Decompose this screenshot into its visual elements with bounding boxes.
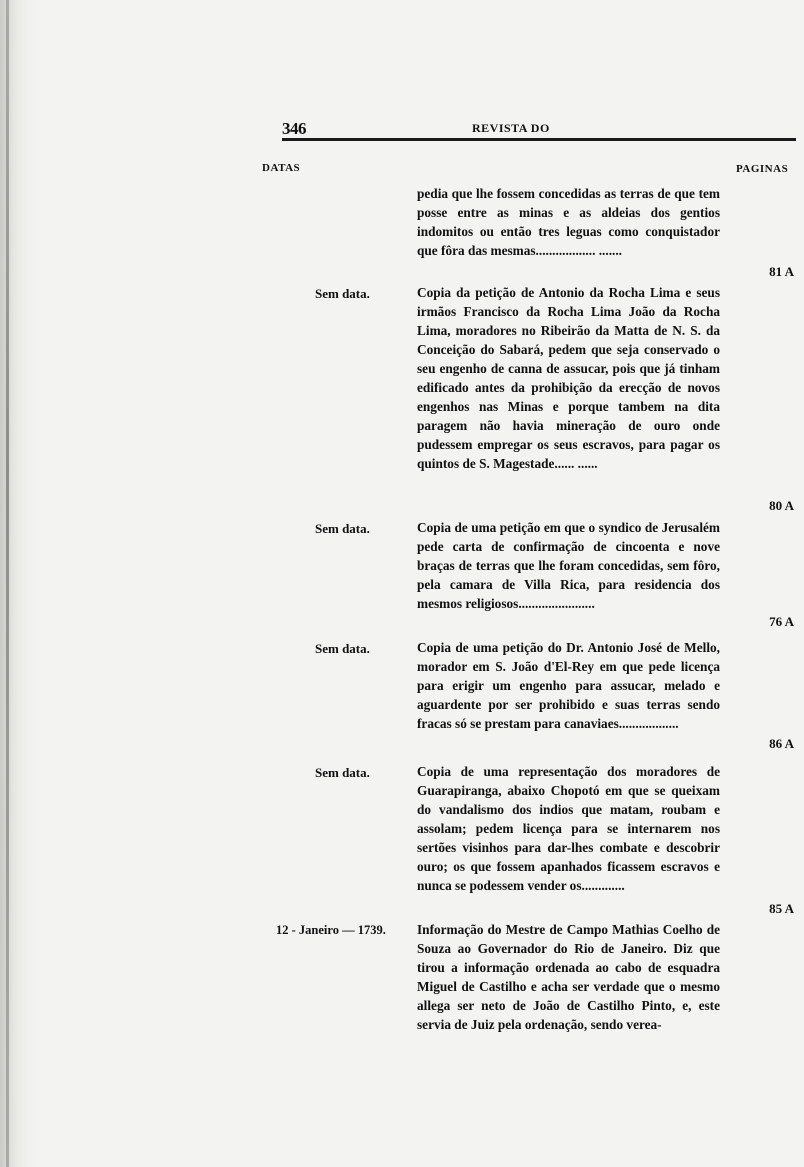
entry-page: 80 A	[769, 498, 794, 513]
entry-date: Sem data.	[315, 641, 370, 656]
entry-page: 81 A	[769, 264, 794, 279]
entry-text: Copia de uma petição em que o syndico de Jerusalém pede carta de confirmação de cincoenta e nove braças de terras que lhe foram concedidas, sem fôro, pela camara de Villa Rica, para residencia dos mesmos religiosos.......................	[417, 520, 720, 612]
entry-page: 86 A	[769, 736, 794, 751]
entry-date: Sem data.	[315, 286, 370, 301]
entry-text: pedia que lhe fossem concedidas as terras de que tem posse entre as minas e as aldeias dos gentios indomitos ou então tres leguas como conquistador que fôra das mesmas.................. .......	[417, 186, 720, 259]
entry-date: 12 - Janeiro — 1739.	[276, 923, 386, 937]
entry-date: Sem data.	[315, 765, 370, 780]
entry-page: 76 A	[769, 614, 794, 629]
page-number: 346	[282, 119, 306, 138]
column-heading-dates: DATAS	[262, 162, 301, 174]
journal-title: REVISTA DO	[472, 121, 550, 135]
entry-page: 85 A	[769, 901, 794, 916]
book-binding-shadow	[0, 0, 40, 1167]
entry-text: Informação do Mestre de Campo Mathias Coelho de Souza ao Governador do Rio de Janeiro. Diz que tirou a informação ordenada ao cabo de esquadra Miguel de Castilho e acha ser verdade que o mesmo allega ser neto de João de Castilho Pinto, e, este servia de Juiz pela ordenação, sendo verea-	[417, 922, 720, 1033]
entry-text: Copia de uma representação dos moradores de Guarapiranga, abaixo Chopotó em que se queixam do vandalismo dos indios que matam, roubam e assolam; pedem licença para se internarem nos sertões visinhos para dar-lhes combate e descobrir ouro; os que fossem apanhados ficassem escravos e nunca se podessem vender os.............	[417, 764, 720, 894]
header-rule	[282, 138, 796, 141]
entry-text: Copia da petição de Antonio da Rocha Lima e seus irmãos Francisco da Rocha Lima João da Rocha Lima, moradores no Ribeirão da Matta de N. S. da Conceição do Sabará, pedem que seja conservado o seu engenho de canna de assucar, pois que já tinham edificado antes da prohibição da erecção de novos engenhos nas Minas e porque tambem na dita paragem não havia mineração de ouro onde pudessem empregar os seus escravos, para pagar os quintos de S. Magestade...... ......	[417, 285, 720, 472]
column-heading-pages: PAGINAS	[736, 163, 789, 175]
entry-date: Sem data.	[315, 521, 370, 536]
entry-text: Copia de uma petição do Dr. Antonio José de Mello, morador em S. João d'El-Rey em que pede licença para erigir um engenho para assucar, melado e aguardente por ser prohibido e suas terras sendo fracas só se prestam para canaviaes..................	[417, 640, 720, 732]
